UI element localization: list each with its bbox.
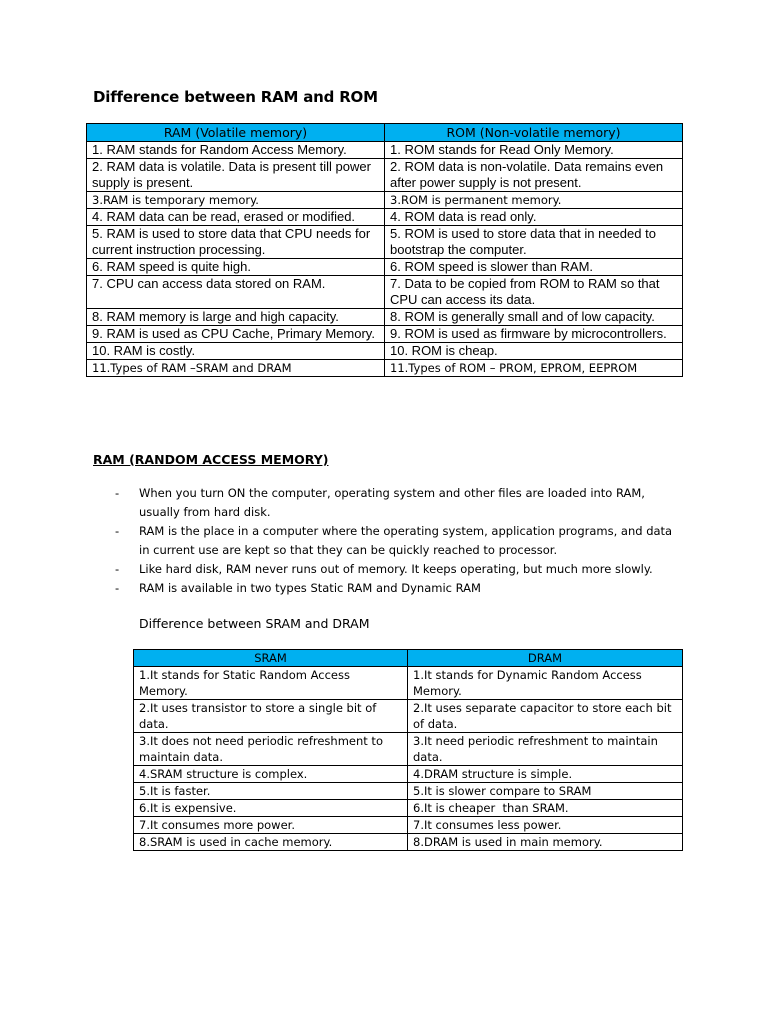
- table-row: [87, 142, 683, 159]
- list-item-text: RAM is available in two types Static RAM and Dynamic RAM: [139, 581, 481, 595]
- table-cell: 11.Types of RAM –SRAM and DRAM: [87, 360, 385, 377]
- table-cell: 4. ROM data is read only.: [385, 209, 683, 226]
- table-cell: 6. RAM speed is quite high.: [87, 259, 385, 276]
- list-item: [110, 522, 682, 560]
- table-cell: 6. ROM speed is slower than RAM.: [385, 259, 683, 276]
- table-cell: 7. CPU can access data stored on RAM.: [87, 276, 385, 309]
- table-cell: 8.SRAM is used in cache memory.: [134, 834, 408, 851]
- list-item-text: RAM is the place in a computer where the operating system, application programs, and data in current use are kept so that they can be quickly reached to processor.: [139, 524, 673, 557]
- list-item: [110, 484, 682, 522]
- table-row: [87, 309, 683, 326]
- sram-dram-comparison-table: [133, 649, 683, 851]
- ram-rom-comparison-table: [86, 123, 683, 377]
- bullet-dash: -: [115, 581, 120, 595]
- section-heading-ram: RAM (RANDOM ACCESS MEMORY): [93, 452, 329, 467]
- table-cell: 3.RAM is temporary memory.: [87, 192, 385, 209]
- table-row: [134, 834, 683, 851]
- page-title: Difference between RAM and ROM: [93, 88, 378, 106]
- table-cell: 6.It is cheaper than SRAM.: [408, 800, 683, 817]
- table-cell: 7.It consumes less power.: [408, 817, 683, 834]
- table-row: [134, 766, 683, 783]
- table-row: [134, 817, 683, 834]
- table-cell: 1. RAM stands for Random Access Memory.: [87, 142, 385, 159]
- table-cell: 1.It stands for Dynamic Random Access Memory.: [408, 667, 683, 700]
- table-cell: 9. RAM is used as CPU Cache, Primary Memory.: [87, 326, 385, 343]
- table-cell: 1.It stands for Static Random Access Memory.: [134, 667, 408, 700]
- table-row: [87, 192, 683, 209]
- table-row: [134, 800, 683, 817]
- table-cell: 8. RAM memory is large and high capacity.: [87, 309, 385, 326]
- table-cell: 2.It uses separate capacitor to store each bit of data.: [408, 700, 683, 733]
- table-row: [87, 159, 683, 192]
- table-cell: 5.It is slower compare to SRAM: [408, 783, 683, 800]
- table-cell: 10. RAM is costly.: [87, 343, 385, 360]
- table-cell: 3.It need periodic refreshment to maintain data.: [408, 733, 683, 766]
- bullet-dash: -: [115, 524, 120, 538]
- table-row: [87, 226, 683, 259]
- table-cell: 5. RAM is used to store data that CPU needs for current instruction processing.: [87, 226, 385, 259]
- column-header-ram: RAM (Volatile memory): [87, 124, 385, 142]
- table-cell: 6.It is expensive.: [134, 800, 408, 817]
- table-row: [87, 276, 683, 309]
- table-cell: 4. RAM data can be read, erased or modified.: [87, 209, 385, 226]
- table-cell: 10. ROM is cheap.: [385, 343, 683, 360]
- table-cell: 9. ROM is used as firmware by microcontrollers.: [385, 326, 683, 343]
- bullet-dash: -: [115, 562, 120, 576]
- bullet-dash: -: [115, 486, 120, 500]
- table-row: [87, 209, 683, 226]
- table-cell: 3.ROM is permanent memory.: [385, 192, 683, 209]
- table-row: [134, 783, 683, 800]
- table-row: [87, 259, 683, 276]
- list-item: [110, 560, 682, 579]
- column-header-dram: DRAM: [408, 650, 683, 667]
- table-cell: 2.It uses transistor to store a single bit of data.: [134, 700, 408, 733]
- table-header-row: [134, 650, 683, 667]
- table-cell: 5. ROM is used to store data that in needed to bootstrap the computer.: [385, 226, 683, 259]
- table-cell: 2. RAM data is volatile. Data is present till power supply is present.: [87, 159, 385, 192]
- column-header-rom: ROM (Non-volatile memory): [385, 124, 683, 142]
- table-row: [134, 700, 683, 733]
- ram-bullet-list: [110, 484, 682, 598]
- table-cell: 1. ROM stands for Read Only Memory.: [385, 142, 683, 159]
- table-cell: 4.DRAM structure is simple.: [408, 766, 683, 783]
- table-cell: 7. Data to be copied from ROM to RAM so that CPU can access its data.: [385, 276, 683, 309]
- table-header-row: [87, 124, 683, 142]
- table-cell: 8. ROM is generally small and of low capacity.: [385, 309, 683, 326]
- table-cell: 7.It consumes more power.: [134, 817, 408, 834]
- table-cell: 11.Types of ROM – PROM, EPROM, EEPROM: [385, 360, 683, 377]
- table-cell: 8.DRAM is used in main memory.: [408, 834, 683, 851]
- table-row: [134, 733, 683, 766]
- list-item-text: When you turn ON the computer, operating system and other files are loaded into RAM, usually from hard disk.: [139, 486, 645, 519]
- table-row: [134, 667, 683, 700]
- list-item-text: Like hard disk, RAM never runs out of memory. It keeps operating, but much more slowly.: [139, 562, 653, 576]
- table-cell: 2. ROM data is non-volatile. Data remains even after power supply is not present.: [385, 159, 683, 192]
- table-cell: 4.SRAM structure is complex.: [134, 766, 408, 783]
- table-row: [87, 343, 683, 360]
- table-cell: 3.It does not need periodic refreshment to maintain data.: [134, 733, 408, 766]
- column-header-sram: SRAM: [134, 650, 408, 667]
- table-row: [87, 326, 683, 343]
- sram-dram-subheading: Difference between SRAM and DRAM: [139, 616, 370, 631]
- table-row: [87, 360, 683, 377]
- list-item: [110, 579, 682, 598]
- table-cell: 5.It is faster.: [134, 783, 408, 800]
